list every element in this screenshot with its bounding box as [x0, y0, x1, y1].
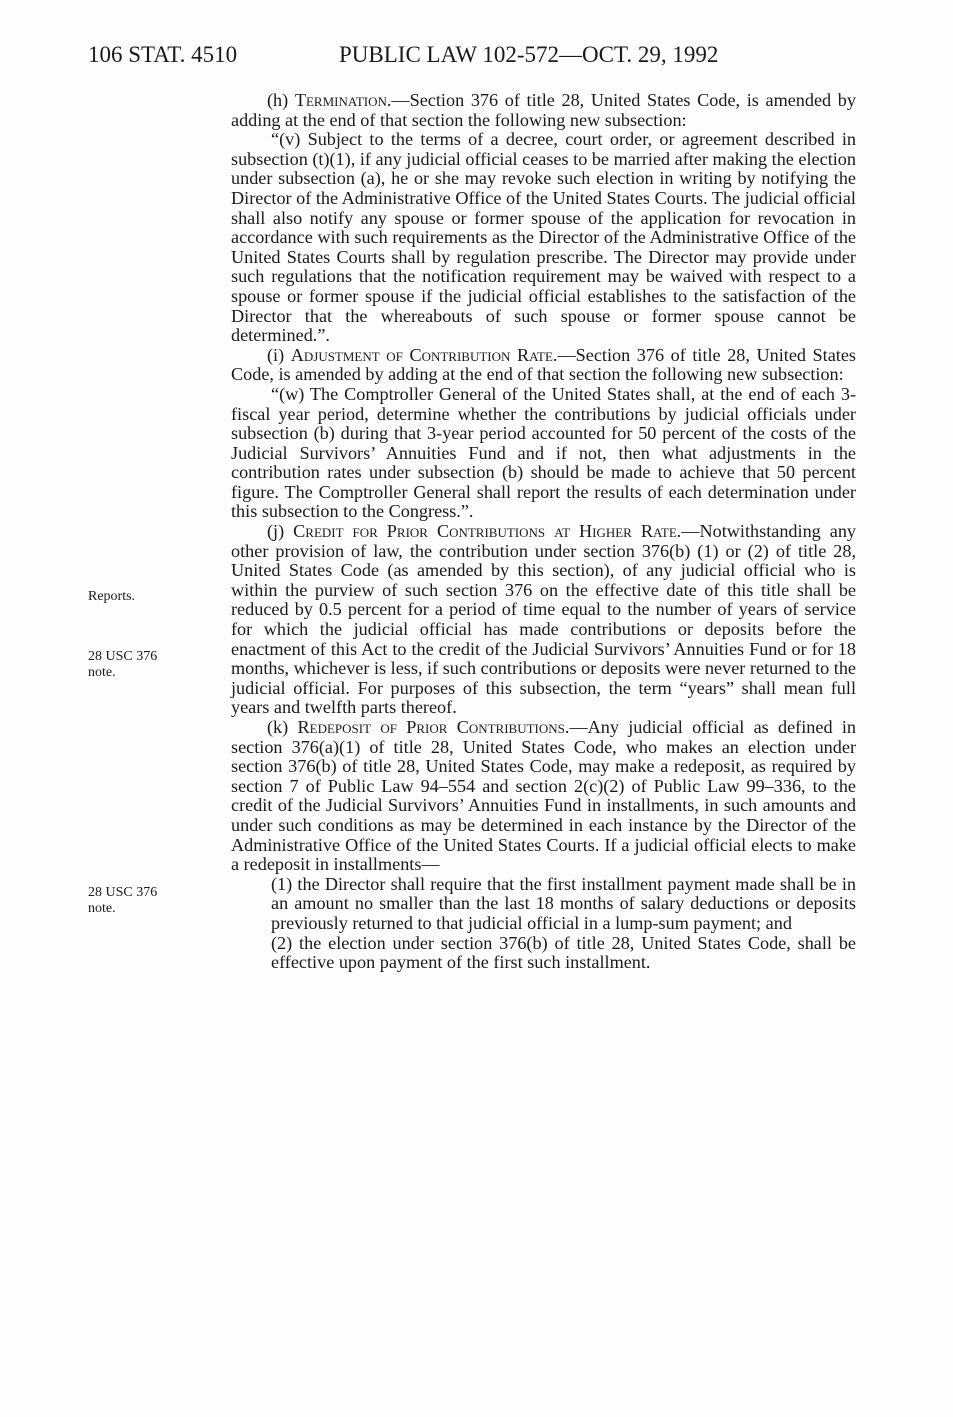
margin-note-usc-k: 28 USC 376 note. — [88, 885, 158, 916]
section-k-label: (k) — [267, 717, 289, 737]
section-i-heading: Adjustment of Contribution Rate. — [290, 344, 558, 365]
margin-note-usc-j: 28 USC 376 note. — [88, 649, 158, 680]
margin-note-reports: Reports. — [88, 589, 136, 604]
section-i-label: (i) — [267, 344, 285, 365]
public-law-title: PUBLIC LAW 102-572—OCT. 29, 1992 — [339, 42, 719, 67]
section-j — [231, 522, 856, 718]
section-j-heading: Credit for Prior Contributions at Higher Rate. — [293, 521, 682, 542]
section-h-label: (h) — [267, 90, 289, 110]
section-j-body: —Notwithstanding any other provision of law, the contribution under section 376(b) (1) or (2) of title 28, United States Code (as amended by this section), of any judicial official who is within the purview of such section 376 on the effective date of this title shall be reduced by 0.5 percent for a period of time equal to the number of years of service for which the judicial official has made contributions or deposits before the enactment of this Act to the credit of the Judicial Survivors’ Annuities Fund or for 18 months, whichever is less, if such contributions or deposits were never returned to the judicial official. For purposes of this subsection, the term “years” shall mean full years and twelfth parts thereof. — [231, 521, 857, 718]
section-i-intro-text: —Section 376 of title 28, United States Code, is amended by adding at the end of that section the following new subsection: — [231, 344, 856, 385]
section-j-label: (j) — [267, 521, 285, 542]
section-i-intro — [231, 346, 856, 385]
section-k-heading: Redeposit of Prior Contributions. — [297, 717, 570, 737]
section-k-item-2: (2) the election under section 376(b) of title 28, United States Code, shall be effective upon payment of the first such installment. — [271, 932, 856, 973]
section-k — [231, 718, 856, 875]
section-h-intro — [231, 91, 856, 130]
section-h-intro-text: —Section 376 of title 28, United States Code, is amended by adding at the end of that section the following new subsection: — [231, 90, 856, 130]
section-h-quote: “(v) Subject to the terms of a decree, court order, or agreement described in subsection (t)(1), if any judicial official ceases to be married after making the election under subsection (a), he or she may revoke such election in writing by notifying the Director of the Administrative Office of the United States Courts. The judicial official shall also notify any spouse or former spouse of the application for revocation in accordance with such requirements as the Director of the Administrative Office of the United States Courts shall by regulation prescribe. The Director may provide under such regulations that the notification requirement may be waived with respect to a spouse or former spouse if the judicial official establishes to the satisfaction of the Director that the whereabouts of such spouse or former spouse cannot be determined.”. — [231, 129, 856, 346]
section-i-quote: “(w) The Comptroller General of the United States shall, at the end of each 3-fiscal year period, determine whether the contributions by judicial officials under subsection (b) during that 3-year period accounted for 50 percent of the costs of the Judicial Survivors’ Annuities Fund and if not, then what adjustments in the contribution rates under subsection (b) should be made to achieve that 50 percent figure. The Comptroller General shall report the results of each determination under this subsection to the Congress.”. — [231, 383, 856, 522]
section-k-body: —Any judicial official as defined in section 376(a)(1) of title 28, United States Code, who makes an election under section 376(b) of title 28, United States Code, may make a redeposit, as required by section 7 of Public Law 94–554 and section 2(c)(2) of Public Law 99–336, to the credit of the Judicial Survivors’ Annuities Fund in installments, in such amounts and under such conditions as may be determined in each instance by the Director of the Administrative Office of the United States Courts. If a judicial official elects to make a redeposit in installments— — [231, 717, 856, 875]
page-header — [0, 42, 953, 76]
main-text — [231, 91, 856, 973]
section-h-heading: Termination. — [294, 90, 392, 110]
statute-page-number: 106 STAT. 4510 — [88, 42, 238, 67]
section-k-item-1: (1) the Director shall require that the first installment payment made shall be in an amount no smaller than the last 18 months of salary deductions or deposits previously returned to that judicial official in a lump-sum payment; and — [271, 873, 856, 933]
